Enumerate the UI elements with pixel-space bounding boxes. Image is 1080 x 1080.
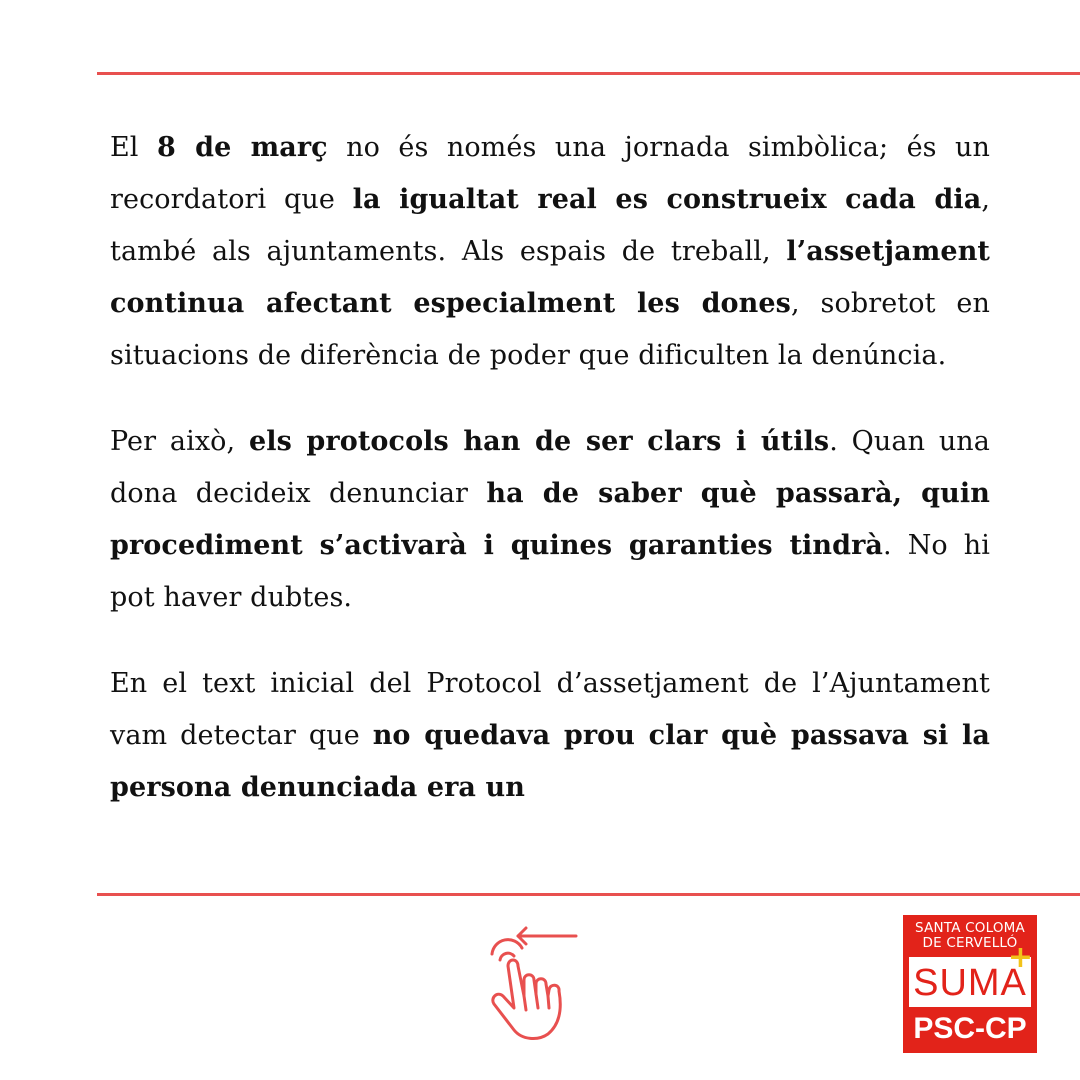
logo-suma-text: SUMA — [913, 962, 1027, 1004]
bold-text-run: ha de saber què passarà, quin procediment s’activarà i quines garanties tindrà — [110, 478, 990, 561]
bold-text-run: no quedava prou clar què passava si la persona denunciada era un — [110, 720, 990, 803]
text-run: . No hi pot haver dubtes. — [110, 530, 990, 613]
logo-suma-box — [909, 940, 1033, 1007]
text-run: Per això, — [110, 426, 249, 457]
text-run: . Quan una dona decideix denunciar — [110, 426, 990, 509]
text-run: En el text inicial del Protocol d’assetjament de l’Ajuntament vam detectar que — [110, 668, 990, 751]
text-run: no és només una jornada simbòlica; és un recordatori que — [110, 132, 990, 215]
bottom-divider — [97, 893, 1080, 896]
swipe-left-hand-icon — [478, 918, 590, 1044]
text-run: , també als ajuntaments. Als espais de treball, — [110, 184, 990, 267]
text-run: , sobretot en situacions de diferència de poder que dificulten la denúncia. — [110, 288, 990, 371]
paragraph-3 — [110, 658, 990, 814]
bold-text-run: la igualtat real es construeix cada dia — [352, 184, 982, 215]
logo-town-name: SANTA COLOMA DE CERVELLÓ — [915, 920, 1025, 951]
body-text — [110, 122, 990, 848]
text-run: El — [110, 132, 157, 163]
bold-text-run: l’assetjament continua afectant especialment les dones — [110, 236, 990, 319]
bold-text-run: els protocols han de ser clars i útils — [248, 426, 830, 457]
logo-plus-sign: + — [1007, 940, 1033, 975]
paragraph-1 — [110, 122, 990, 382]
logo-party-name: PSC-CP — [913, 1012, 1027, 1045]
top-divider — [97, 72, 1080, 75]
suma-psc-cp-logo — [903, 915, 1037, 1053]
paragraph-2 — [110, 416, 990, 624]
bold-text-run: 8 de març — [156, 132, 328, 163]
